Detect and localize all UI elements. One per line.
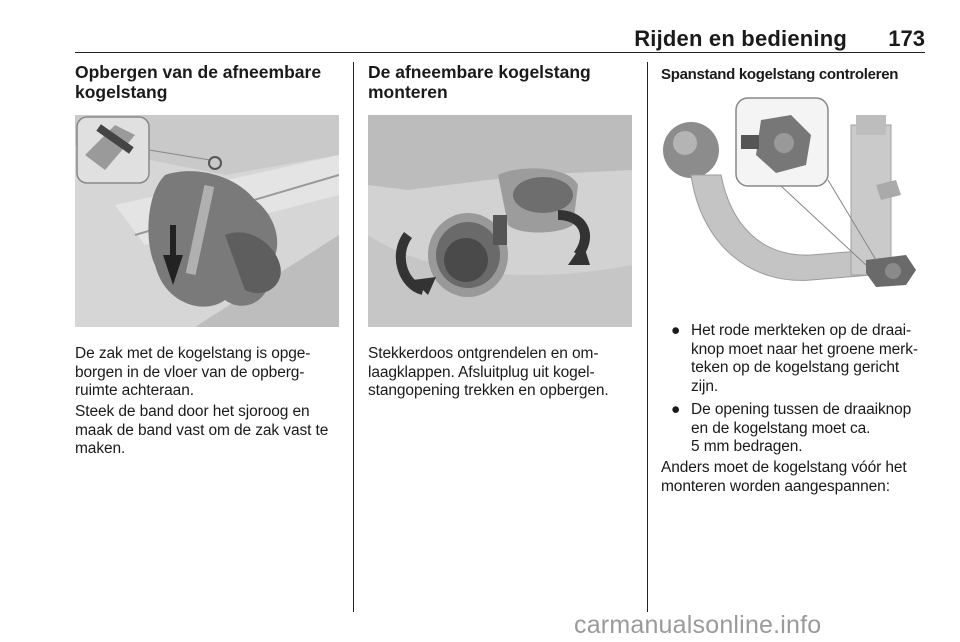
figure-towbar bbox=[661, 95, 927, 300]
text-storage-2: Steek de band door het sjoroog en maak de band vast om de zak vast te maken. bbox=[75, 403, 329, 457]
paragraph-storage-2 bbox=[75, 403, 345, 459]
page-header bbox=[75, 0, 925, 53]
figure-socket bbox=[368, 115, 632, 327]
paragraph-otherwise bbox=[661, 459, 931, 496]
paragraph-storage-1 bbox=[75, 345, 345, 401]
bullet-text-2: De opening tussen de draaiknop en de kogelstang moet ca. 5 mm bedragen. bbox=[691, 401, 912, 455]
figure-storage-bag bbox=[75, 115, 339, 327]
bullet-item-gap bbox=[661, 401, 931, 457]
column-mounting bbox=[368, 62, 634, 102]
bullet-item-marker bbox=[661, 322, 931, 396]
heading-mounting: De afneembare kogelstang monteren bbox=[368, 62, 591, 102]
bullet-dot: ● bbox=[671, 322, 681, 339]
column-tension bbox=[661, 62, 927, 85]
text-mounting: Stekkerdoos ontgrendelen en om- laagklappen. Afsluitplug uit kogel- stangopening trekken en opbergen. bbox=[368, 345, 609, 399]
watermark: carmanualsonline.info bbox=[574, 611, 822, 639]
bullet-text-1: Het rode merkteken op de draai- knop moet naar het groene merk- teken op de kogelstang gericht zijn. bbox=[691, 322, 918, 395]
column-divider-1 bbox=[353, 62, 354, 612]
text-otherwise: Anders moet de kogelstang vóór het monteren worden aangespannen: bbox=[661, 459, 907, 495]
paragraph-mounting bbox=[368, 345, 638, 401]
bullet-list bbox=[661, 322, 931, 457]
heading-storage: Opbergen van de afneembare kogelstang bbox=[75, 62, 322, 102]
text-storage-1: De zak met de kogelstang is opge- borgen in de vloer van de opberg- ruimte achteraan. bbox=[75, 345, 311, 399]
column-divider-2 bbox=[647, 62, 648, 612]
column-storage bbox=[75, 62, 341, 102]
bullet-dot: ● bbox=[671, 401, 681, 418]
page-number: 173 bbox=[888, 26, 925, 51]
section-title: Rijden en bediening bbox=[634, 26, 847, 51]
heading-tension: Spanstand kogelstang controleren bbox=[661, 66, 899, 83]
